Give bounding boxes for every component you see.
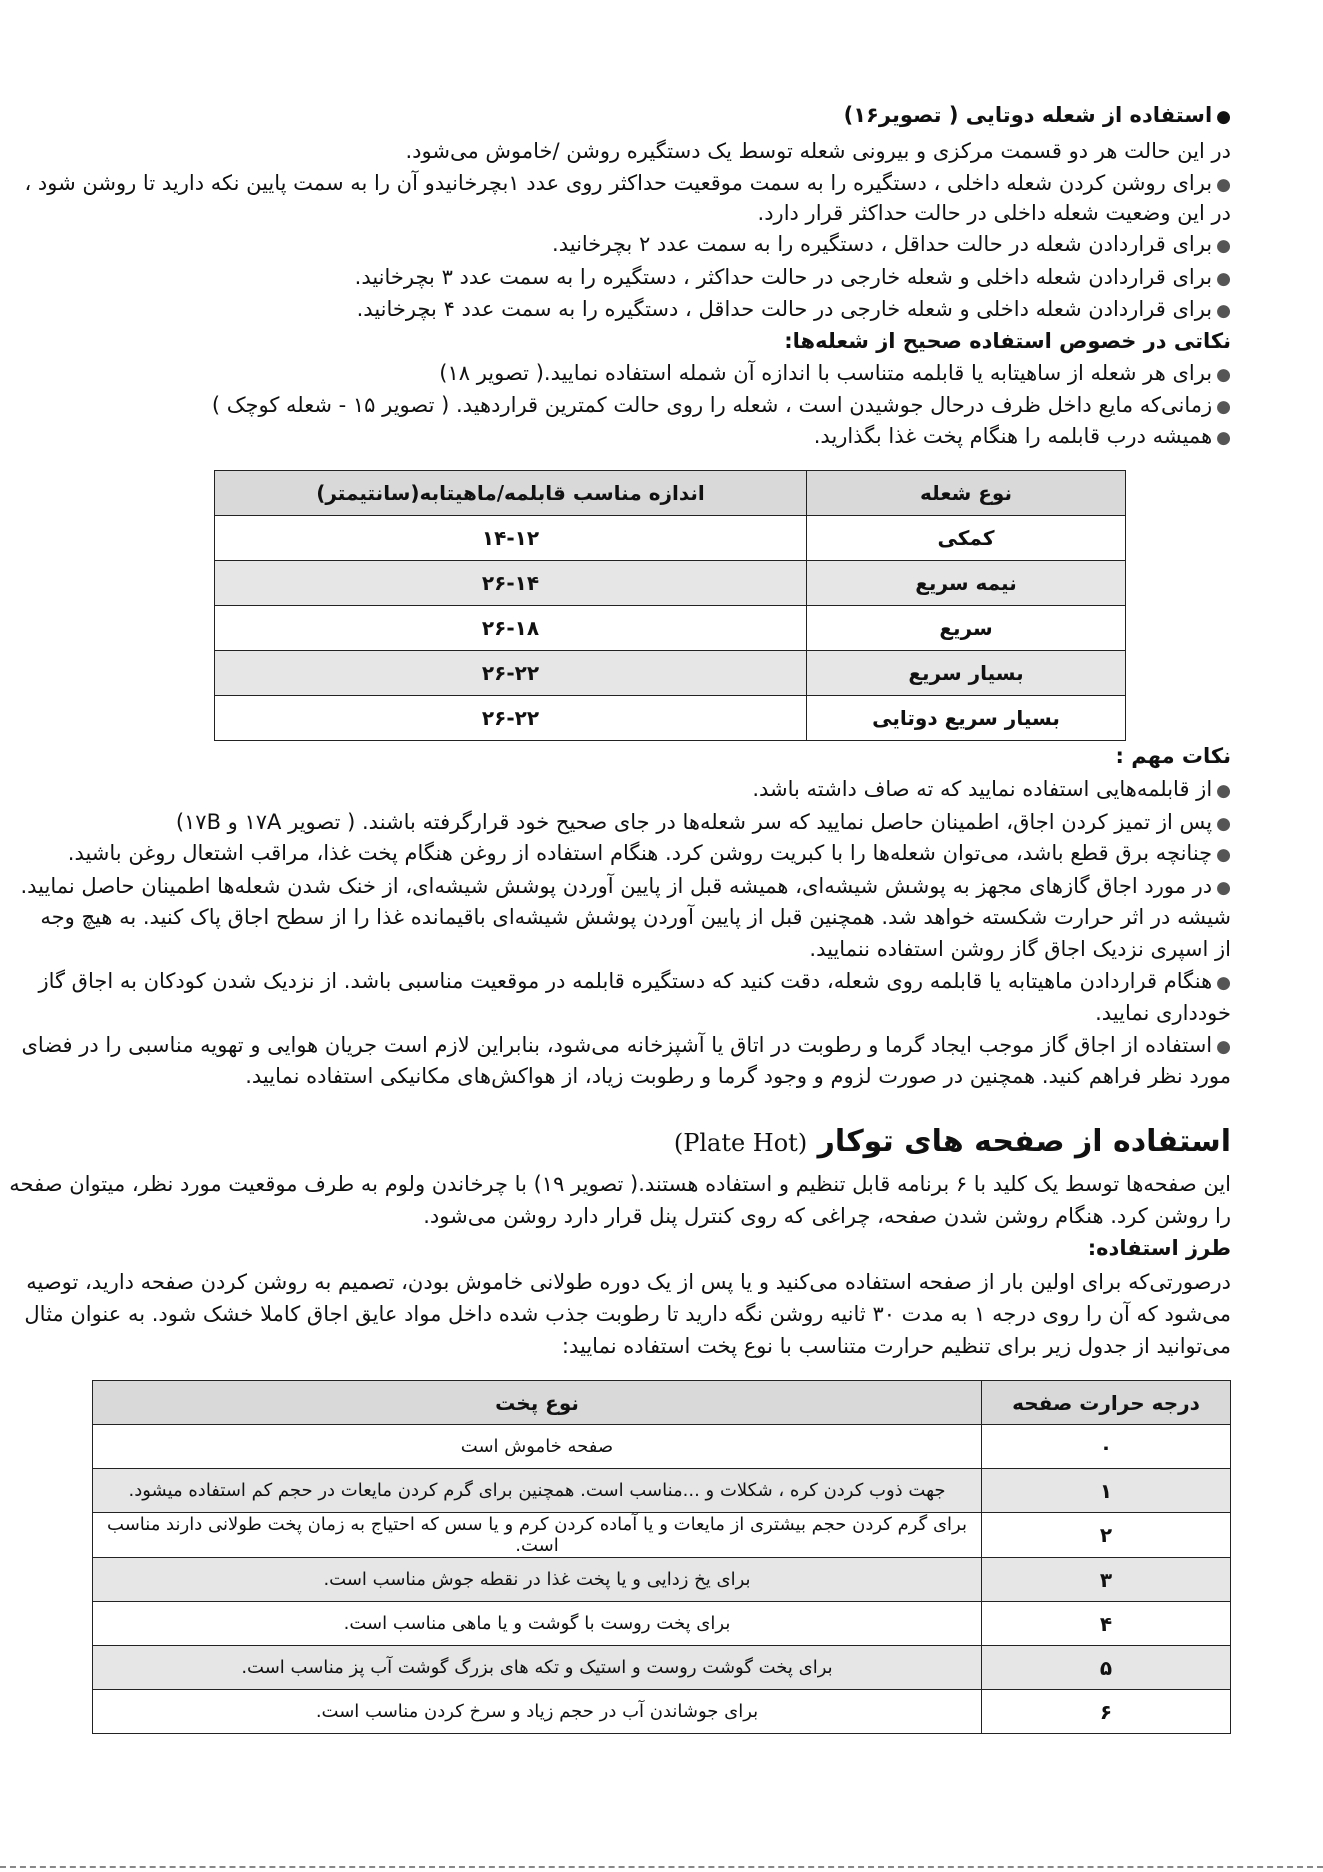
table-row <box>93 1602 1231 1646</box>
header-cooking-type: نوع پخت <box>93 1381 982 1425</box>
burner-size-table <box>214 470 1126 741</box>
usage-line-3: می‌توانید از جدول زیر برای تنظیم حرارت متناسب با نوع پخت استفاده نمایید: <box>561 1334 1231 1358</box>
important-line-9: ● استفاده از اجاق گاز موجب ایجاد گرما و رطوبت در اتاق یا آشپزخانه می‌شود، بنابراین لازم است جریان هوایی و تهویه مناسبی را در فضای <box>91 1030 1231 1062</box>
burner-type-cell: بسیار سریع <box>807 651 1126 696</box>
heat-level-cell: ۳ <box>982 1558 1231 1602</box>
hotplate-heading <box>91 1122 1231 1163</box>
table-header-row <box>215 471 1126 516</box>
dual-flame-bullet-4: ● برای قراردادن شعله داخلی و شعله خارجی در حالت حداقل ، دستگیره را به سمت عدد ۴ بچرخانید. <box>91 294 1231 326</box>
table-row <box>93 1558 1231 1602</box>
table-row <box>215 606 1126 651</box>
cooking-type-cell: جهت ذوب کردن کره ، شکلات و ...مناسب است. همچنین برای گرم کردن مایعات در حجم کم استفاده میشود. <box>93 1469 982 1513</box>
hotplate-heading-text: استفاده از صفحه های توکار <box>817 1124 1231 1159</box>
burner-type-cell: سریع <box>807 606 1126 651</box>
tips-bullet-1: ● برای هر شعله از ساهیتابه یا قابلمه متناسب با اندازه آن شمله استفاده نمایید.( تصویر ۱۸) <box>91 358 1231 390</box>
heat-level-cell: ۵ <box>982 1646 1231 1690</box>
burner-type-cell: نیمه سریع <box>807 561 1126 606</box>
pot-size-cell: ۲۶-۲۲ <box>215 651 807 696</box>
cooking-type-cell: برای پخت روست با گوشت و یا ماهی مناسب است. <box>93 1602 982 1646</box>
important-line-3: ● چنانچه برق قطع باشد، می‌توان شعله‌ها را با کبریت روشن کرد. هنگام استفاده از روغن هنگام پخت غذا، مراقب اشتعال روغن باشید. <box>91 838 1231 870</box>
tips-bullet-3: ● همیشه درب قابلمه را هنگام پخت غذا بگذارید. <box>91 421 1231 453</box>
burner-type-cell: کمکی <box>807 516 1126 561</box>
heat-level-cell: ۰ <box>982 1425 1231 1469</box>
table-row <box>215 561 1126 606</box>
burner-type-cell: بسیار سریع دوتایی <box>807 696 1126 741</box>
pot-size-cell: ۲۶-۱۸ <box>215 606 807 651</box>
table-row <box>215 516 1126 561</box>
important-line-7: ● هنگام قراردادن ماهیتابه یا قابلمه روی شعله، دقت کنید که دستگیره قابلمه در موقعیت مناسبی باشد. از نزدیک شدن کودکان به اجاق گاز <box>91 966 1231 998</box>
usage-line-1: درصورتی‌که برای اولین بار از صفحه استفاده می‌کنید و یا پس از یک دوره طولانی خاموش بودن، تصمیم به روشن کردن صفحه دارید، توصیه <box>26 1270 1231 1294</box>
dual-flame-bullet-3: ● برای قراردادن شعله داخلی و شعله خارجی در حالت حداکثر ، دستگیره را به سمت عدد ۳ بچرخانید. <box>91 262 1231 294</box>
cooking-type-cell: برای گرم کردن حجم بیشتری از مایعات و یا آماده کردن کرم و یا سس که احتیاج به زمان پخت طولانی دارند مناسب است. <box>93 1513 982 1558</box>
usage-heading: طرز استفاده: <box>1087 1236 1231 1260</box>
pot-size-cell: ۱۴-۱۲ <box>215 516 807 561</box>
hotplate-intro-2: را روشن کرد. هنگام روشن شدن صفحه، چراغی که روی کنترل پنل قرار دارد روشن می‌شود. <box>423 1204 1231 1228</box>
page-bottom-rule <box>0 1866 1323 1868</box>
dual-flame-heading: ● استفاده از شعله دوتایی ( تصویر۱۶) <box>91 100 1231 132</box>
important-line-5: شیشه در اثر حرارت شکسته خواهد شد. همچنین قبل از پایین آوردن پوشش شیشه‌ای باقیمانده غذا را از سطح اجاق پاک کنید. به هیچ وجه <box>40 905 1231 929</box>
important-line-6: از اسپری نزدیک اجاق گاز روشن استفاده ننمایید. <box>809 937 1231 961</box>
table-row <box>93 1425 1231 1469</box>
usage-line-2: می‌شود که آن را روی درجه ۱ به مدت ۳۰ ثانیه روشن نگه دارید تا رطوبت جذب شده داخل مواد عایق اجاق کاملا خشک شود. به عنوان مثال <box>24 1302 1231 1326</box>
dual-flame-bullet-1-cont: در این وضعیت شعله داخلی در حالت حداکثر قرار دارد. <box>757 201 1231 225</box>
important-line-10: مورد نظر فراهم کنید. همچنین در صورت لزوم و وجود گرما و رطوبت زیاد، از هواکش‌های مکانیکی استفاده نمایید. <box>245 1064 1231 1088</box>
table-row <box>93 1646 1231 1690</box>
header-burner-type: نوع شعله <box>807 471 1126 516</box>
hotplate-heading-latin: (Plate Hot) <box>673 1129 808 1157</box>
tips-heading: نکاتی در خصوص استفاده صحیح از شعله‌ها: <box>784 329 1231 353</box>
heat-level-cell: ۱ <box>982 1469 1231 1513</box>
tips-bullet-2: ● زمانی‌که مایع داخل ظرف درحال جوشیدن است ، شعله را روی حالت کمترین قراردهید. ( تصویر ۱۵ - شعله کوچک ) <box>91 390 1231 422</box>
cooking-type-cell: برای جوشاندن آب در حجم زیاد و سرخ کردن مناسب است. <box>93 1690 982 1734</box>
header-pot-size: اندازه مناسب قابلمه/ماهیتابه(سانتیمتر) <box>215 471 807 516</box>
pot-size-cell: ۲۶-۱۴ <box>215 561 807 606</box>
important-line-2: ● پس از تمیز کردن اجاق، اطمینان حاصل نمایید که سر شعله‌ها در جای صحیح خود قرارگرفته باشند. ( تصویر ۱۷A و ۱۷B) <box>91 807 1231 839</box>
cooking-type-cell: برای پخت گوشت روست و استیک و تکه های بزرگ گوشت آب پز مناسب است. <box>93 1646 982 1690</box>
cooking-type-cell: صفحه خاموش است <box>93 1425 982 1469</box>
cooking-type-cell: برای یخ زدایی و یا پخت غذا در نقطه جوش مناسب است. <box>93 1558 982 1602</box>
dual-flame-intro: در این حالت هر دو قسمت مرکزی و بیرونی شعله توسط یک دستگیره روشن /خاموش می‌شود. <box>405 139 1231 163</box>
header-heat-level: درجه حرارت صفحه <box>982 1381 1231 1425</box>
heat-level-cell: ۶ <box>982 1690 1231 1734</box>
important-line-1: ● از قابلمه‌هایی استفاده نمایید که ته صاف داشته باشد. <box>91 774 1231 806</box>
table-header-row <box>93 1381 1231 1425</box>
important-line-4: ● در مورد اجاق گازهای مجهز به پوشش شیشه‌ای، همیشه قبل از پایین آوردن پوشش شیشه‌ای، از خنک شدن شعله‌ها اطمینان حاصل نمایید. <box>91 871 1231 903</box>
table-row <box>215 651 1126 696</box>
table-row <box>93 1513 1231 1558</box>
heat-level-cell: ۲ <box>982 1513 1231 1558</box>
dual-flame-bullet-1: ● برای روشن کردن شعله داخلی ، دستگیره را به سمت موقعیت حداکثر روی عدد ۱بچرخانیدو آن را به سمت پایین نکه دارید تا روشن شود ، <box>91 168 1231 200</box>
heat-level-table <box>92 1380 1231 1734</box>
important-line-8: خودداری نمایید. <box>1095 1001 1231 1025</box>
pot-size-cell: ۲۶-۲۲ <box>215 696 807 741</box>
table-row <box>93 1469 1231 1513</box>
table-row <box>215 696 1126 741</box>
important-heading: نکات مهم : <box>1115 744 1231 768</box>
hotplate-intro-1: این صفحه‌ها توسط یک کلید با ۶ برنامه قابل تنظیم و استفاده هستند.( تصویر ۱۹) با چرخاندن ولوم به طرف موقعیت مورد نظر، میتوان صفحه <box>9 1172 1231 1196</box>
dual-flame-bullet-2: ● برای قراردادن شعله در حالت حداقل ، دستگیره را به سمت عدد ۲ بچرخانید. <box>91 229 1231 261</box>
table-row <box>93 1690 1231 1734</box>
heat-level-cell: ۴ <box>982 1602 1231 1646</box>
